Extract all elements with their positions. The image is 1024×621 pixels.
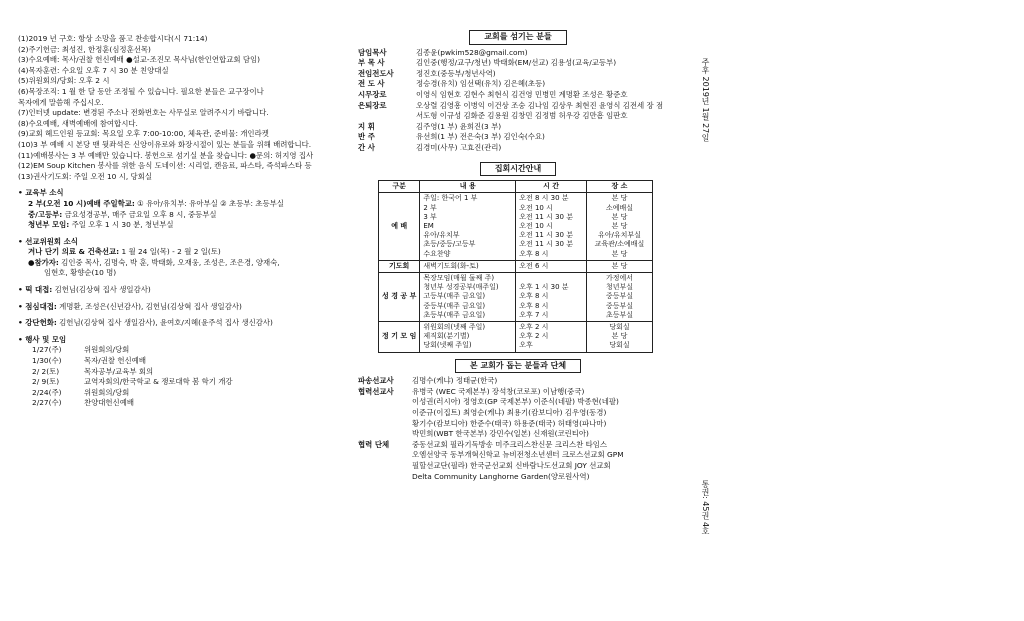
staff-row	[358, 90, 678, 101]
partner-names: 황기수(캄보디아) 한준수(태국) 하용준(태국) 허태영(파나마)	[412, 418, 607, 428]
worship-content-line: 유아/유치부	[423, 231, 460, 240]
study-content-line: 중등부(매주 금요일)	[423, 301, 486, 310]
education-item	[18, 199, 353, 210]
announcement-item: (2)주기헌금: 최성진, 한정훈(심정훈선목)	[18, 44, 151, 54]
event-date: 2/24(주)	[32, 387, 62, 397]
duty-text: 김헌님(김상혁 집사 생일감사), 윤여호/지혜(윤주석 집사 생신감사)	[56, 318, 273, 328]
study-label: 성 경 공 부	[379, 272, 420, 321]
prayer-label: 기도회	[379, 260, 420, 272]
meeting-time	[516, 321, 587, 352]
partner-category	[358, 408, 412, 419]
study-content	[420, 272, 516, 321]
partner-names: 중동선교회 필라기독방송 미주크리스찬신문 크리스찬 타임스	[412, 439, 608, 449]
study-time	[516, 272, 587, 321]
announcement-item: (10)3 부 예배 시 본당 맨 뒷좌석은 신앙이유로와 화장시절이 있는 분들을 위해 배려합니다.	[18, 139, 312, 149]
staff-role: 간 사	[358, 142, 375, 152]
education-list	[18, 199, 353, 231]
partner-names: 이준규(이집트) 최영순(케냐) 최용기(캄보디아) 김우영(동경)	[412, 407, 607, 417]
table-row	[379, 321, 653, 352]
event-date: 1/27(주)	[32, 345, 62, 355]
header-place: 장 소	[586, 181, 652, 193]
partner-category: 협력 단체	[358, 439, 390, 449]
event-name: 위원회의/당회	[84, 345, 130, 355]
mission-item-text: 1 월 24 일(목) - 2 월 2 일(토)	[119, 247, 221, 257]
table-row	[379, 260, 653, 272]
study-time-line: 오후 7 시	[519, 310, 549, 319]
event-row	[18, 367, 353, 378]
duty-item	[18, 285, 353, 296]
staff-role: 전 도 사	[358, 79, 385, 89]
meeting-content-line: 당회(넷째 주일)	[423, 341, 472, 350]
study-place-line: 가정에서	[605, 273, 633, 282]
staff-row	[358, 143, 678, 154]
header-time: 시 간	[516, 181, 587, 193]
announcement-list	[18, 34, 353, 182]
staff-role	[358, 111, 416, 122]
prayer-content: 새벽기도회(화-토)	[420, 260, 516, 272]
worship-place-line: 본 당	[611, 221, 628, 230]
partners-title: 본 교회가 돕는 분들과 단체	[455, 359, 581, 374]
announcement-item: (9)교회 헤드인원 등교회: 목요일 오후 7:00-10:00, 체육관, 준비물: 개인라켓	[18, 129, 269, 139]
event-name: 위원회의/당회	[84, 387, 130, 397]
partner-row	[358, 450, 678, 461]
worship-place	[586, 193, 652, 260]
staff-row	[358, 132, 678, 143]
staff-names: 김인중(행정/교구/청년) 박태화(EM/선교) 김용성(교육/교등부)	[416, 58, 617, 68]
meeting-place-line: 당회실	[609, 322, 630, 331]
staff-names: 서도형 이규성 김화준 김용원 김창민 김정범 허우강 김만흠 임판호	[416, 111, 628, 121]
meeting-content	[420, 321, 516, 352]
partner-row	[358, 408, 678, 419]
study-time-line: 오후 8 시	[519, 292, 549, 301]
staff-title: 교회를 섬기는 분들	[469, 30, 566, 45]
prayer-place: 본 당	[586, 260, 652, 272]
partner-category	[358, 450, 412, 461]
worship-label: 예 배	[379, 193, 420, 260]
prayer-time: 오전 6 시	[516, 260, 587, 272]
header-content: 내 용	[420, 181, 516, 193]
announcement-item: (13)권사기도회: 주일 오전 10 시, 당회실	[18, 171, 152, 181]
study-place-line: 중등부실	[605, 292, 633, 301]
study-content-line: 청년부 성경공부(매주일)	[423, 283, 499, 292]
table-row	[379, 272, 653, 321]
worship-content	[420, 193, 516, 260]
staff-row	[358, 101, 678, 112]
worship-content-line: 3 부	[423, 212, 437, 221]
staff-names: 오상렬 김영흥 이병익 이건상 조숭 김나임 김상우 최현진 윤영식 김전세 장 점	[416, 100, 664, 110]
mission-item-text: 김인중 목사, 김명숙, 박 훈, 박태화, 오재웅, 조성은, 조은경, 양재숙,	[58, 257, 280, 267]
announcement-item: (12)EM Soup Kitchen 봉사를 위한 음식 도네이션: 시리얼, 캔음료, 파스타, 즉석파스타 등	[18, 161, 312, 171]
event-row	[18, 398, 353, 409]
worship-time-line: 오전 11 시 30 분	[519, 212, 573, 221]
announcements-column	[18, 34, 353, 409]
event-row	[18, 345, 353, 356]
announcement-item: (5)위원회의/당회: 오후 2 시	[18, 76, 110, 86]
education-item-label: 청년부 모임:	[28, 220, 70, 230]
partner-row	[358, 461, 678, 472]
staff-list	[358, 48, 678, 154]
worship-place-line: 교육관/소예배실	[594, 240, 645, 249]
event-name: 목자공부/교육부 회의	[84, 366, 154, 376]
duty-item	[18, 302, 353, 313]
worship-content-line: 2 부	[423, 203, 437, 212]
staff-names: 이영식 임현호 김현수 최현식 김건영 민병민 계명환 조성은 황준호	[416, 89, 628, 99]
partner-category	[358, 472, 412, 483]
worship-time-line: 오전 11 시 30 분	[519, 240, 573, 249]
announcement-item: (4)목자훈련: 수요일 오후 7 시 30 분 친양대실	[18, 65, 169, 75]
partner-category	[358, 419, 412, 430]
duty-item	[18, 318, 353, 329]
education-item-label: 2 부(오전 10 시)예배 주일학교:	[28, 198, 135, 208]
event-date: 2/ 9(토)	[32, 377, 60, 387]
partner-names: Delta Community Langhorne Garden(양로원사역)	[412, 471, 590, 481]
worship-content-line: EM	[423, 221, 434, 230]
event-date: 2/ 2(토)	[32, 366, 60, 376]
mission-item-label: ●참가자:	[28, 257, 59, 267]
partner-category	[358, 397, 412, 408]
partner-row	[358, 440, 678, 451]
worship-time	[516, 193, 587, 260]
staff-row	[358, 69, 678, 80]
meeting-content-line: 위원회의(넷째 주일)	[423, 322, 486, 331]
education-item-text: 주일 오후 1 시 30 분, 청년부실	[69, 220, 174, 230]
study-time-line: 오후 1 시 30 분	[519, 283, 569, 292]
education-item	[18, 210, 353, 221]
education-title: • 교육부 소식	[18, 188, 64, 198]
staff-role: 반 주	[358, 132, 375, 142]
study-content-line: 고등부(매주 금요일)	[423, 292, 486, 301]
table-header-row	[379, 181, 653, 193]
announcement-item: (11)예배봉사는 3 부 예배만 있습니다. 봉헌으로 섬기실 분을 찾습니다: ●문의: 허지영 집사	[18, 150, 314, 160]
event-name: 교역자회의/한국학교 & 쟁로대학 봄 학기 개강	[84, 377, 233, 387]
partner-row	[358, 429, 678, 440]
staff-names: 정진호(중등부/청년사역)	[416, 68, 496, 78]
worship-place-line: 본 당	[611, 194, 628, 203]
meeting-time-line: 오후 2 시	[519, 332, 549, 341]
mission-item-label: 겨나 단기 의료 & 건축선교:	[28, 247, 120, 257]
meeting-content-line: 제직회(분기별)	[423, 332, 470, 341]
worship-place-line: 본 당	[611, 249, 628, 258]
mission-item	[18, 247, 353, 258]
staff-role: 전임전도사	[358, 68, 394, 78]
partner-row	[358, 472, 678, 483]
duty-label: • 점심대접:	[18, 301, 57, 311]
partner-category: 파송선교사	[358, 376, 394, 386]
bulletin-date: 주후 2019년 1월 27일	[701, 58, 710, 142]
study-place	[586, 272, 652, 321]
study-content-line: 초등부(매주 금요일)	[423, 310, 486, 319]
event-row	[18, 377, 353, 388]
education-item	[18, 220, 353, 231]
study-place-line: 청년부실	[605, 283, 633, 292]
staff-role: 부 목 사	[358, 58, 385, 68]
announcement-item: (8)수요예배, 새벽예배에 참여합시다.	[18, 118, 138, 128]
event-row	[18, 388, 353, 399]
study-place-line: 중등부실	[605, 301, 633, 310]
staff-role: 은퇴장로	[358, 100, 387, 110]
education-item-label: 중/고등부:	[28, 209, 63, 219]
mission-list	[18, 247, 353, 279]
worship-time-line: 오전 11 시 30 분	[519, 231, 573, 240]
event-list	[18, 345, 353, 409]
worship-place-line: 유아/유치부실	[598, 231, 641, 240]
worship-time-line: 오전 8 시 30 분	[519, 194, 569, 203]
event-name: 목자/권찰 헌신예배	[84, 356, 146, 366]
mission-item	[18, 258, 353, 269]
staff-row	[358, 111, 678, 122]
partner-names: 오엠선양국 동부개혁신학교 뉴비전청소년센터 크로스선교회 GPM	[412, 450, 624, 460]
staff-role: 담임목사	[358, 47, 387, 57]
duty-text: 김헌님(김상혁 집사 생일감사)	[52, 285, 151, 295]
partner-names: 김명수(케냐) 정태균(한국)	[412, 376, 498, 386]
partner-names: 이성권(러시아) 정영호(GP 국제본부) 이준식(네팔) 박종현(네팔)	[412, 397, 619, 407]
partner-row	[358, 376, 678, 387]
partner-category	[358, 461, 412, 472]
partner-row	[358, 387, 678, 398]
staff-row	[358, 122, 678, 133]
worship-content-line: 초등/중등/고등부	[423, 240, 476, 249]
partner-names: 박민희(WBT 한국본부) 강민수(일본) 신재원(코린티아)	[412, 429, 589, 439]
event-name: 찬양대헌신예배	[84, 398, 134, 408]
staff-row	[358, 48, 678, 59]
staff-role: 지 휘	[358, 121, 375, 131]
meeting-time-line: 오후 2 시	[519, 322, 549, 331]
announcement-item: (7)인터넷 update: 변경된 주소나 전화번호는 사무실로 알려주시기 바랍니다.	[18, 108, 269, 118]
staff-row	[358, 79, 678, 90]
table-row	[379, 193, 653, 260]
partner-category	[358, 429, 412, 440]
event-row	[18, 356, 353, 367]
worship-time-line: 오전 10 시	[519, 221, 553, 230]
announcement-item: 목자에게 말씀해 주십시오.	[18, 97, 104, 107]
duty-list	[18, 285, 353, 329]
duty-text: 계명환, 조성은(신년감사), 김헌님(김상혁 집사 생일감사)	[56, 301, 242, 311]
service-schedule-table	[378, 180, 653, 352]
staff-names: 정승경(유치) 임선택(유치) 김은혜(초등)	[416, 79, 546, 89]
education-item-text: ① 유아/유치부: 유아부실 ② 초등부: 초등부실	[134, 198, 284, 208]
duty-label: • 떡 대접:	[18, 285, 53, 295]
announcement-item: (6)목장조직: 1 월 한 달 동안 조정될 수 있습니다. 필요한 분들은 교구장이나	[18, 86, 264, 96]
study-time-line: 오후 8 시	[519, 301, 549, 310]
staff-names: 김경미(사무) 고효진(관리)	[416, 142, 502, 152]
bulletin-volume: 통권: 45권 4호	[701, 480, 710, 536]
study-content-line: 목장모임(매월 둘째 주)	[423, 273, 495, 282]
meeting-place	[586, 321, 652, 352]
services-title: 집회시간안내	[480, 162, 556, 177]
meeting-label: 정 기 모 임	[379, 321, 420, 352]
mission-title: • 선교위원회 소식	[18, 236, 78, 246]
announcement-item: (1)2019 년 구호: 항상 소망을 품고 찬송합시다(시 71:14)	[18, 34, 208, 43]
worship-time-line: 오후 8 시	[519, 249, 549, 258]
meeting-place-line: 당회실	[609, 341, 630, 350]
partner-names: 유병국 (WEC 국제본부) 장석창(코로포) 이남행(중국)	[412, 386, 585, 396]
right-column	[358, 30, 678, 482]
worship-place-line: 소예배실	[605, 203, 633, 212]
education-item-text: 금요성경공부, 매주 금요일 오후 8 시, 중등부실	[62, 209, 217, 219]
worship-time-line: 오전 10 시	[519, 203, 553, 212]
header-category: 구분	[379, 181, 420, 193]
partner-row	[358, 419, 678, 430]
partner-list	[358, 376, 678, 482]
announcement-item: (3)수요예배: 목사/권찰 헌신예배 ●설교-조진모 목사님(한인연합교회 담임)	[18, 55, 260, 65]
mission-item	[18, 268, 353, 279]
worship-content-line: 수요찬양	[423, 249, 451, 258]
study-place-line: 초등부실	[605, 310, 633, 319]
staff-role: 시무장로	[358, 89, 387, 99]
partner-category: 협력선교사	[358, 386, 394, 396]
study-time-line	[519, 274, 583, 283]
meeting-place-line: 본 당	[611, 332, 628, 341]
event-date: 1/30(수)	[32, 356, 62, 366]
event-date: 2/27(수)	[32, 398, 62, 408]
partner-row	[358, 397, 678, 408]
staff-names: 유선희(1 부) 전은숙(3 부) 김인숙(수요)	[416, 132, 545, 142]
events-title: • 행사 및 모임	[18, 334, 67, 344]
worship-place-line: 본 당	[611, 212, 628, 221]
staff-names: 김주영(1 부) 윤희진(3 부)	[416, 121, 502, 131]
worship-content-line: 주일: 한국어 1 부	[423, 194, 478, 203]
mission-item-text: 임현호, 황향순(10 명)	[44, 268, 117, 278]
partner-names: 필할선교단(필라) 한국군선교회 신바람나도선교회 JOY 선교회	[412, 460, 611, 470]
staff-row	[358, 58, 678, 69]
staff-names: 김종윤(pwkim528@gmail.com)	[416, 47, 528, 57]
meeting-time-line: 오후	[519, 341, 533, 350]
duty-label: • 강단헌화:	[18, 318, 57, 328]
